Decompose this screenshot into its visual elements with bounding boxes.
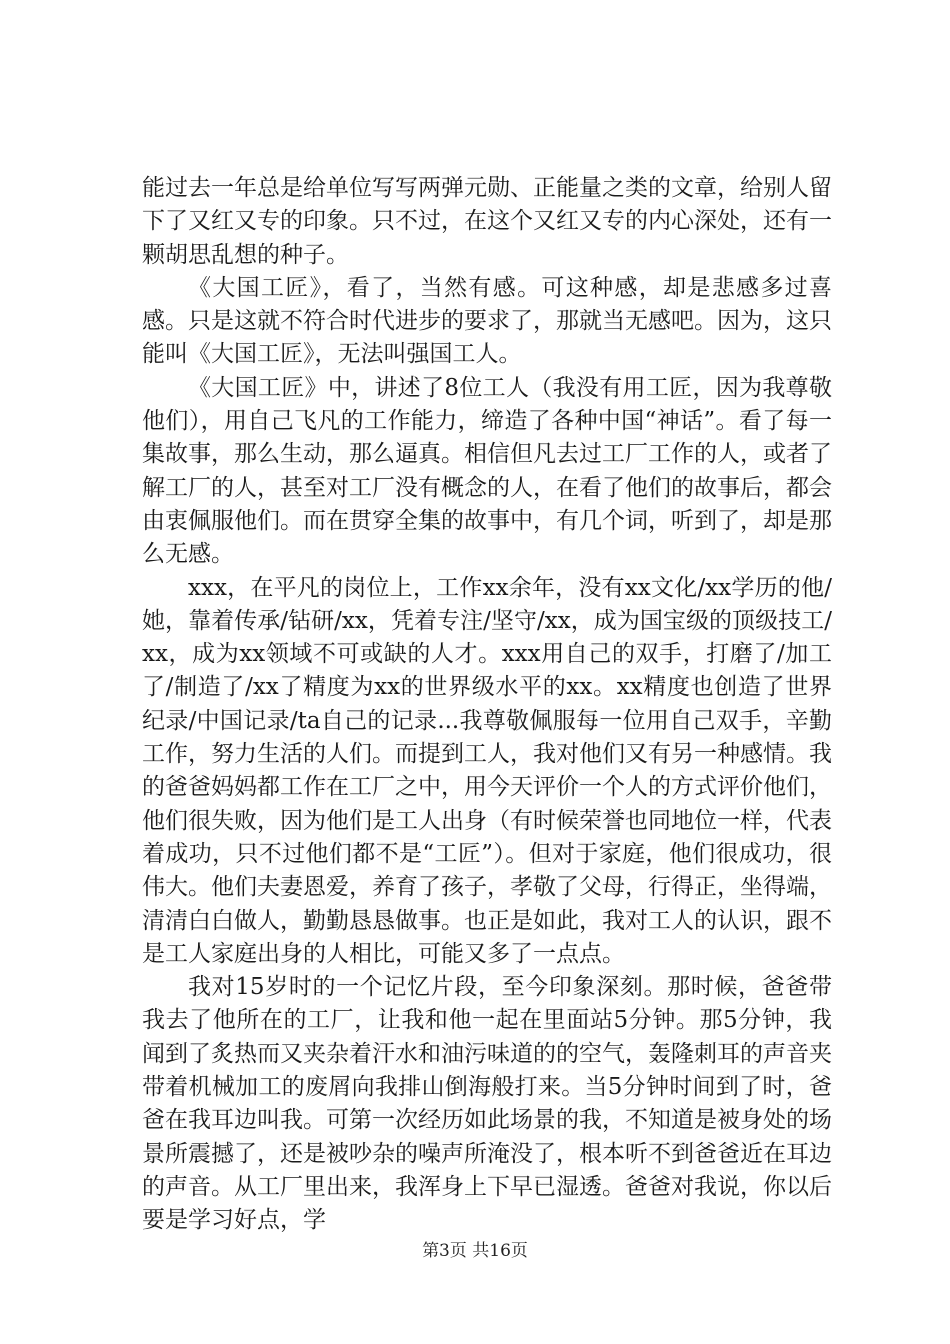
paragraph-reaction: 《大国工匠》，看了，当然有感。可这种感，却是悲感多过喜感。只是这就不符合时代进步的要求了，那就当无感吧。因为，这只能叫《大国工匠》，无法叫强国工人。 — [142, 274, 832, 368]
paragraph-memory: 我对15岁时的一个记忆片段，至今印象深刻。那时候，爸爸带我去了他所在的工厂，让我和他一起在里面站5分钟。那5分钟，我闻到了炙热而又夹杂着汗水和油污味道的的空气，轰隆刺耳的声音夹带着机械加工的废屑向我排山倒海般打来。当5分钟时间到了时，爸爸在我耳边叫我。可第一次经历如此场景的我，不知道是被身处的场景所震撼了，还是被吵杂的噪声所淹没了，根本听不到爸爸近在耳边的声音。从工厂里出来，我浑身上下早已湿透。爸爸对我说，你以后要是学习好点，学 — [142, 974, 832, 1234]
paragraph-continuation: 能过去一年总是给单位写写两弹元勋、正能量之类的文章，给别人留下了又红又专的印象。只不过，在这个又红又专的内心深处，还有一颗胡思乱想的种子。 — [142, 175, 832, 268]
paragraph-summary: 《大国工匠》中，讲述了8位工人（我没有用工匠，因为我尊敬他们），用自己飞凡的工作能力，缔造了各种中国“神话”。看了每一集故事，那么生动，那么逼真。相信但凡去过工厂工作的人，或者了解工厂的人，甚至对工厂没有概念的人，在看了他们的故事后，都会由衷佩服他们。而在贯穿全集的故事中，有几个词，听到了，却是那么无感。 — [142, 374, 832, 568]
paragraph-template: xxx，在平凡的岗位上，工作xx余年，没有xx文化/xx学历的他/她，靠着传承/钻研/xx，凭着专注/坚守/xx，成为国宝级的顶级技工/xx，成为xx领域不可或缺的人才。xxx用自己的双手，打磨了/加工了/制造了/xx了精度为xx的世界级水平的xx。xx精度也创造了世界纪录/中国记录/ta自己的记录...我尊敬佩服每一位用自己双手，辛勤工作，努力生活的人们。而提到工人，我对他们又有另一种感情。我的爸爸妈妈都工作在工厂之中，用今天评价一个人的方式评价他们，他们很失败，因为他们是工人出身（有时候荣誉也同地位一样，代表着成功，只不过他们都不是“工匠”）。但对于家庭，他们很成功，很伟大。他们夫妻恩爱，养育了孩子，孝敬了父母，行得正，坐得端，清清白白做人，勤勤恳恳做事。也正是如此，我对工人的认识，跟不是工人家庭出身的人相比，可能又多了一点点。 — [142, 574, 832, 967]
document-body — [142, 172, 832, 1238]
page-number-footer: 第3页 共16页 — [422, 1241, 528, 1261]
